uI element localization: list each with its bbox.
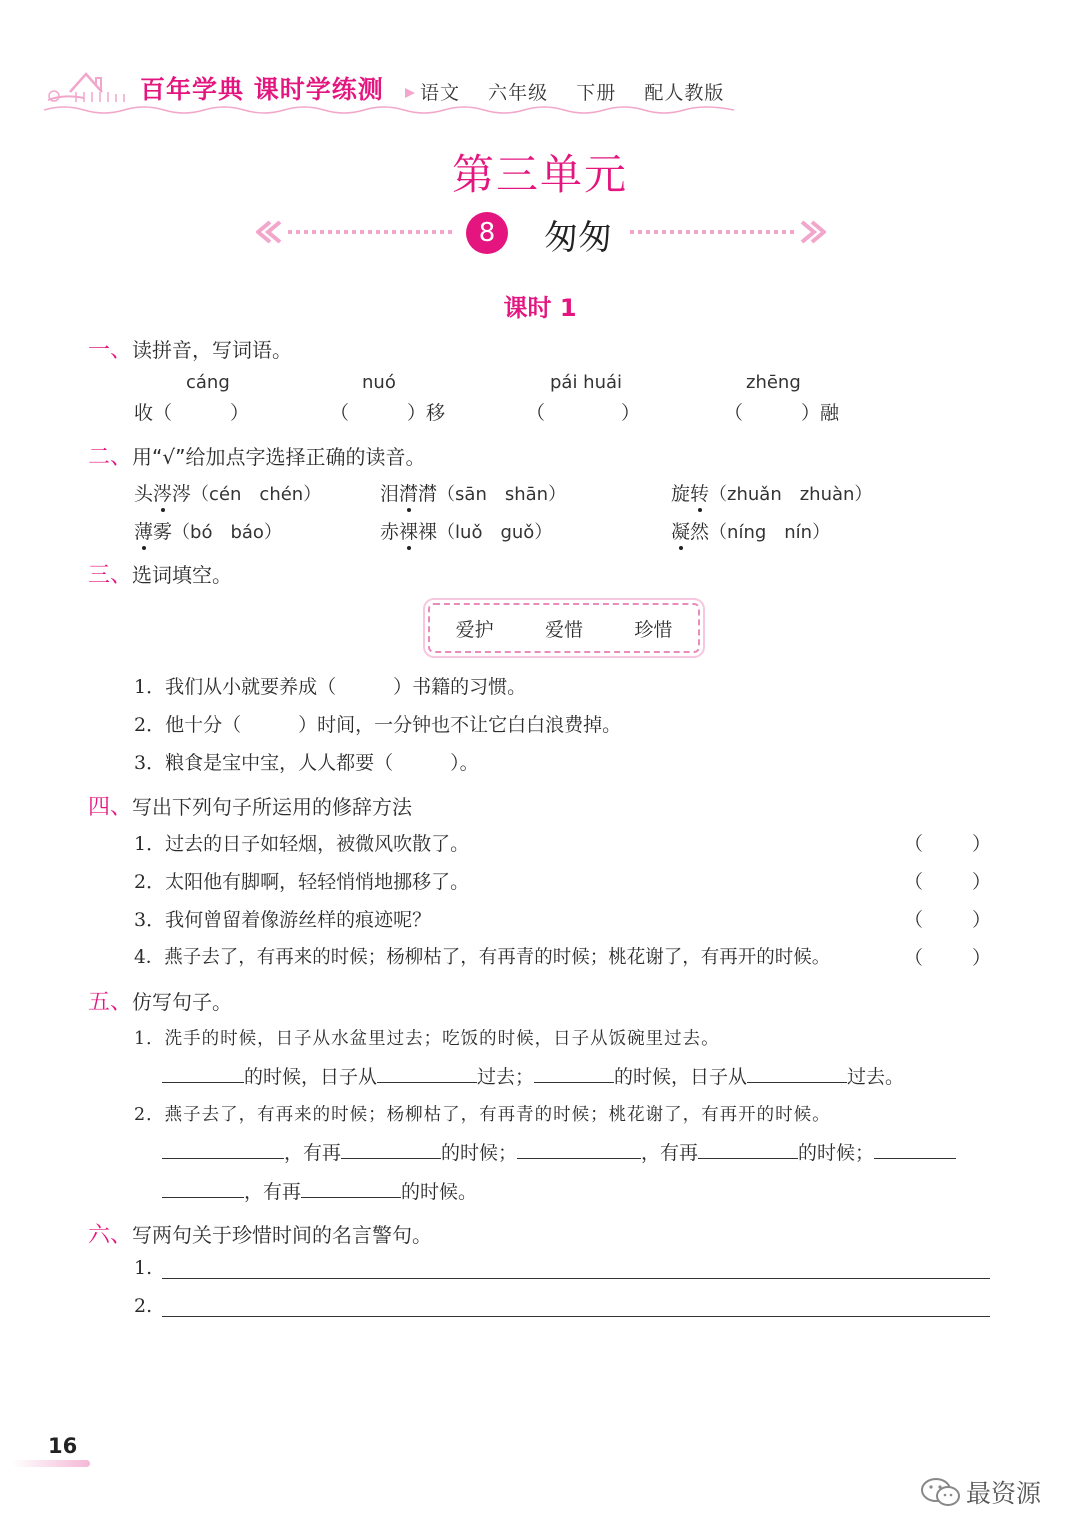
section-number: 五、 [88,990,133,1015]
char: 赤 [380,521,400,543]
char: 潸 [418,483,438,505]
reading-options: （luǒ guǒ） [437,522,553,543]
quote-answer-line-2[interactable] [162,1316,990,1317]
dotted-char: 凝 [671,521,691,543]
section-1-heading [88,333,292,364]
section-title: 写出下列句子所运用的修辞方法 [132,795,413,819]
reading-item-6[interactable] [671,517,830,544]
answer-blank[interactable] [162,1064,244,1083]
edition-label: 配人教版 [644,82,725,104]
blank-left: （ [330,402,350,424]
reading-options: （zhuǎn zhuàn） [709,484,873,505]
word-option: 珍惜 [634,618,673,641]
answer-blank[interactable] [517,1140,641,1159]
section-4-heading [88,790,412,821]
section-number: 三、 [88,563,133,588]
header-meta [420,78,724,105]
volume-label: 下册 [576,82,617,104]
pinyin-1: cáng [186,372,230,393]
header-divider [44,104,744,116]
answer-blank[interactable] [377,1064,477,1083]
char: 头 [134,483,154,505]
answer-paren-close: ） [972,871,992,893]
pinyin-2: nuó [362,372,396,393]
quote-line-label-2: 2. [134,1295,153,1317]
lesson-title: 匆匆 [544,218,612,258]
section-2-heading [88,440,425,471]
section-number: 二、 [88,445,133,470]
dotted-char: 涔 [153,483,173,505]
rhetoric-sentence-4: 4．燕子去了，有再来的时候；杨柳枯了，有再青的时候；桃花谢了，有再开的时候。 [134,947,831,968]
fixed-text: 的时候。 [401,1181,478,1203]
header-logo [44,64,140,108]
house-icon [44,64,140,108]
pinyin-3: pái huái [550,372,623,393]
watermark-text: 最资源 [966,1479,1042,1508]
rhetoric-sentence-1: 1．过去的日子如轻烟，被微风吹散了。 [134,833,470,855]
reading-options: （bó báo） [172,522,282,543]
word-option: 爱惜 [544,618,583,641]
example-sentence-2: 2．燕子去了，有再来的时候；杨柳枯了，有再青的时候；桃花谢了，有再开的时候。 [134,1105,831,1125]
word-blank-4[interactable] [724,398,839,425]
answer-blank[interactable] [698,1140,798,1159]
lesson-number: 8 [478,218,496,248]
char: 雾 [153,521,173,543]
example-sentence-1: 1．洗手的时候，日子从水盆里过去；吃饭的时候，日子从饭碗里过去。 [134,1029,720,1049]
page-number-bar [12,1460,90,1467]
word-bank-box [428,603,700,653]
answer-paren-close: ） [972,909,992,931]
answer-paren-close: ） [972,947,992,969]
fixed-text: ，有再 [284,1142,342,1164]
answer-blank[interactable] [747,1064,847,1083]
section-title: 用“√”给加点字选择正确的读音。 [132,445,426,469]
reading-item-2[interactable] [380,479,566,506]
answer-paren-close: ） [972,833,992,855]
char: 涔 [172,483,192,505]
quote-line-label-1: 1. [134,1257,153,1279]
dotted-char: 裸 [399,521,419,543]
section-number: 六、 [88,1223,133,1248]
pinyin-4: zhēng [746,372,801,393]
rhetoric-sentence-2: 2．太阳他有脚啊，轻轻悄悄地挪移了。 [134,871,470,893]
fixed-text: 的时候； [441,1142,518,1164]
reading-item-1[interactable] [134,479,321,506]
brand-title: 百年学典 课时学练测 [140,75,384,104]
fixed-text: 的时候，日子从 [614,1066,748,1088]
left-arrow-decoration [256,220,456,244]
fixed-text: 的时候； [798,1142,875,1164]
subject-label: 语文 [420,82,461,104]
char: 然 [690,521,710,543]
page-number: 16 [48,1434,78,1458]
answer-blank[interactable] [162,1179,244,1198]
unit-title: 第三单元 [451,150,628,199]
lesson-number-badge [466,212,508,254]
dotted-char: 转 [690,483,710,505]
blank-right: ） [230,402,250,424]
char: 泪 [380,483,400,505]
answer-paren-open[interactable]: （ [904,833,924,855]
answer-blank[interactable] [162,1140,284,1159]
reading-item-3[interactable] [671,479,872,506]
fill-question-1[interactable]: 1．我们从小就要养成（ ）书籍的习惯。 [134,676,527,698]
blank-left: （ [526,402,546,424]
section-title: 读拼音，写词语。 [132,338,293,362]
blank-right: ）移 [407,402,446,424]
section-title: 写两句关于珍惜时间的名言警句。 [132,1223,433,1247]
blank-left: 收（ [134,402,173,424]
section-number: 一、 [88,338,133,363]
reading-options: （sān shān） [437,484,567,505]
answer-paren-open[interactable]: （ [904,947,924,969]
answer-blank[interactable] [301,1179,401,1198]
reading-item-4[interactable] [134,517,282,544]
reading-options: （níng nín） [709,522,831,543]
right-arrow-decoration [626,220,826,244]
rhetoric-sentence-3: 3．我何曾留着像游丝样的痕迹呢？ [134,909,432,931]
answer-paren-open[interactable]: （ [904,871,924,893]
answer-blank[interactable] [874,1140,956,1159]
answer-blank[interactable] [341,1140,441,1159]
fixed-text: ，有再 [641,1142,699,1164]
wechat-icon [920,1476,962,1508]
imitation-line-1[interactable] [162,1062,904,1089]
watermark [920,1474,1041,1510]
section-5-heading [88,985,232,1016]
word-blank-3[interactable] [526,398,640,425]
section-6-heading [88,1218,432,1249]
blank-right: ） [621,402,641,424]
period-title: 课时 1 [503,294,577,322]
fixed-text: 过去。 [847,1066,905,1088]
grade-label: 六年级 [488,82,549,104]
quote-answer-line-1[interactable] [162,1278,990,1279]
fixed-text: ，有再 [244,1181,302,1203]
fixed-text: 的时候，日子从 [244,1066,378,1088]
char: 旋 [671,483,691,505]
header-arrow-icon [403,86,417,100]
blank-left: （ [724,402,744,424]
imitation-line-3[interactable] [162,1177,477,1204]
section-number: 四、 [88,795,133,820]
fill-question-3[interactable]: 3．粮食是宝中宝，人人都要（ ）。 [134,752,479,774]
section-title: 仿写句子。 [132,990,233,1014]
imitation-line-2[interactable] [162,1138,956,1165]
word-blank-1[interactable] [134,398,249,425]
answer-paren-open[interactable]: （ [904,909,924,931]
blank-right: ）融 [801,402,840,424]
char: 裸 [418,521,438,543]
section-title: 选词填空。 [132,563,233,587]
reading-item-5[interactable] [380,517,552,544]
answer-blank[interactable] [534,1064,614,1083]
dotted-char: 薄 [134,521,154,543]
dotted-char: 潸 [399,483,419,505]
word-option: 爱护 [455,618,494,641]
reading-options: （cén chén） [191,484,322,505]
word-blank-2[interactable] [330,398,445,425]
fill-question-2[interactable]: 2．他十分（ ）时间，一分钟也不让它白白浪费掉。 [134,714,622,736]
section-3-heading [88,558,232,589]
fixed-text: 过去； [477,1066,535,1088]
